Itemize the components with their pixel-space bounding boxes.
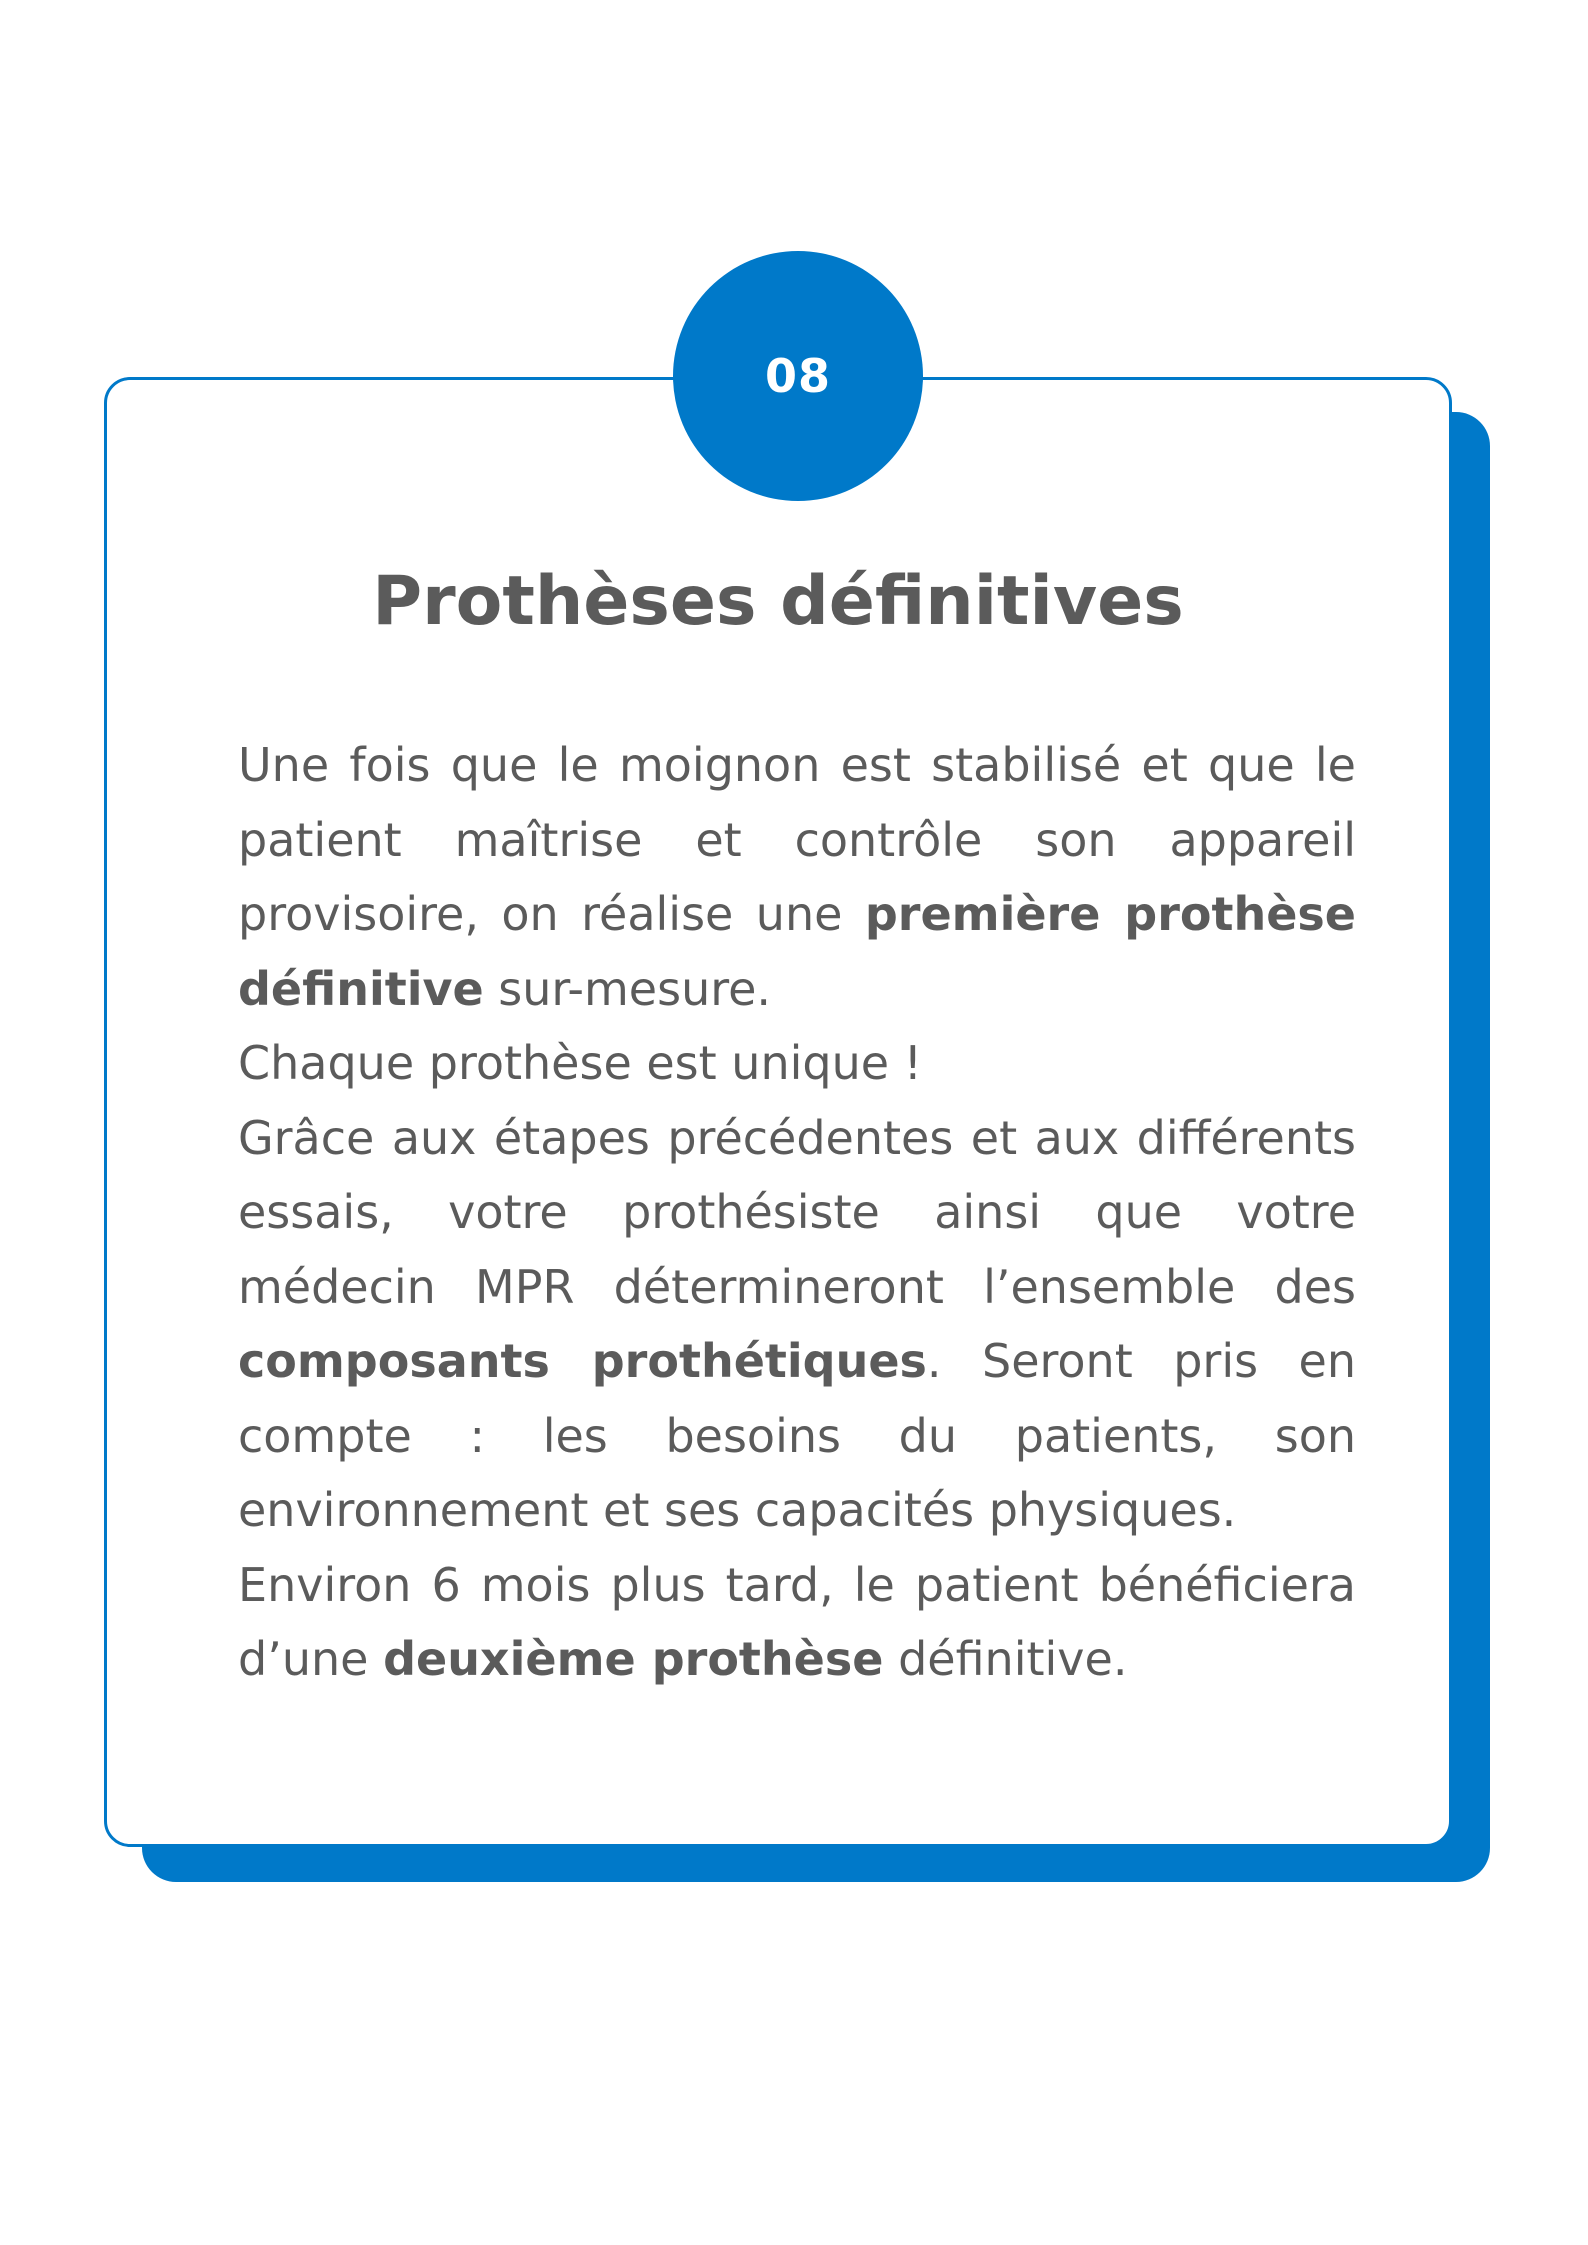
paragraph-unique [238,1026,1356,1101]
step-badge [673,251,923,501]
highlight-text: première prothèse définitive [238,887,1356,1016]
paragraph-second-prosthesis [238,1548,1356,1697]
paragraph-text: définitive. [883,1632,1128,1686]
paragraph-text: Chaque prothèse est unique ! [238,1036,923,1090]
paragraph-components [238,1101,1356,1548]
step-number: 08 [764,349,831,403]
paragraph-text: Environ 6 mois plus tard, le patient bénéficiera d’une [238,1557,1356,1686]
highlight-text: composants prothétiques [238,1334,927,1388]
card-title: Prothèses définitives [372,562,1184,641]
paragraph-text: . Seront pris en compte : les besoins du patients, son environnement et ses capacités physiques. [238,1334,1356,1537]
paragraph-text: Une fois que le moignon est stabilisé et que le patient maîtrise et contrôle son appareil provisoire, on réalise une [238,738,1356,941]
highlight-text: deuxième prothèse [383,1632,884,1686]
paragraph-text: sur-mesure. [483,961,772,1016]
paragraph-first-prosthesis [238,728,1356,1026]
paragraph-text: Grâce aux étapes précédentes et aux différents essais, votre prothésiste ainsi que votre médecin MPR détermineront l’ensemble des [238,1110,1356,1314]
card-body [238,728,1356,1697]
